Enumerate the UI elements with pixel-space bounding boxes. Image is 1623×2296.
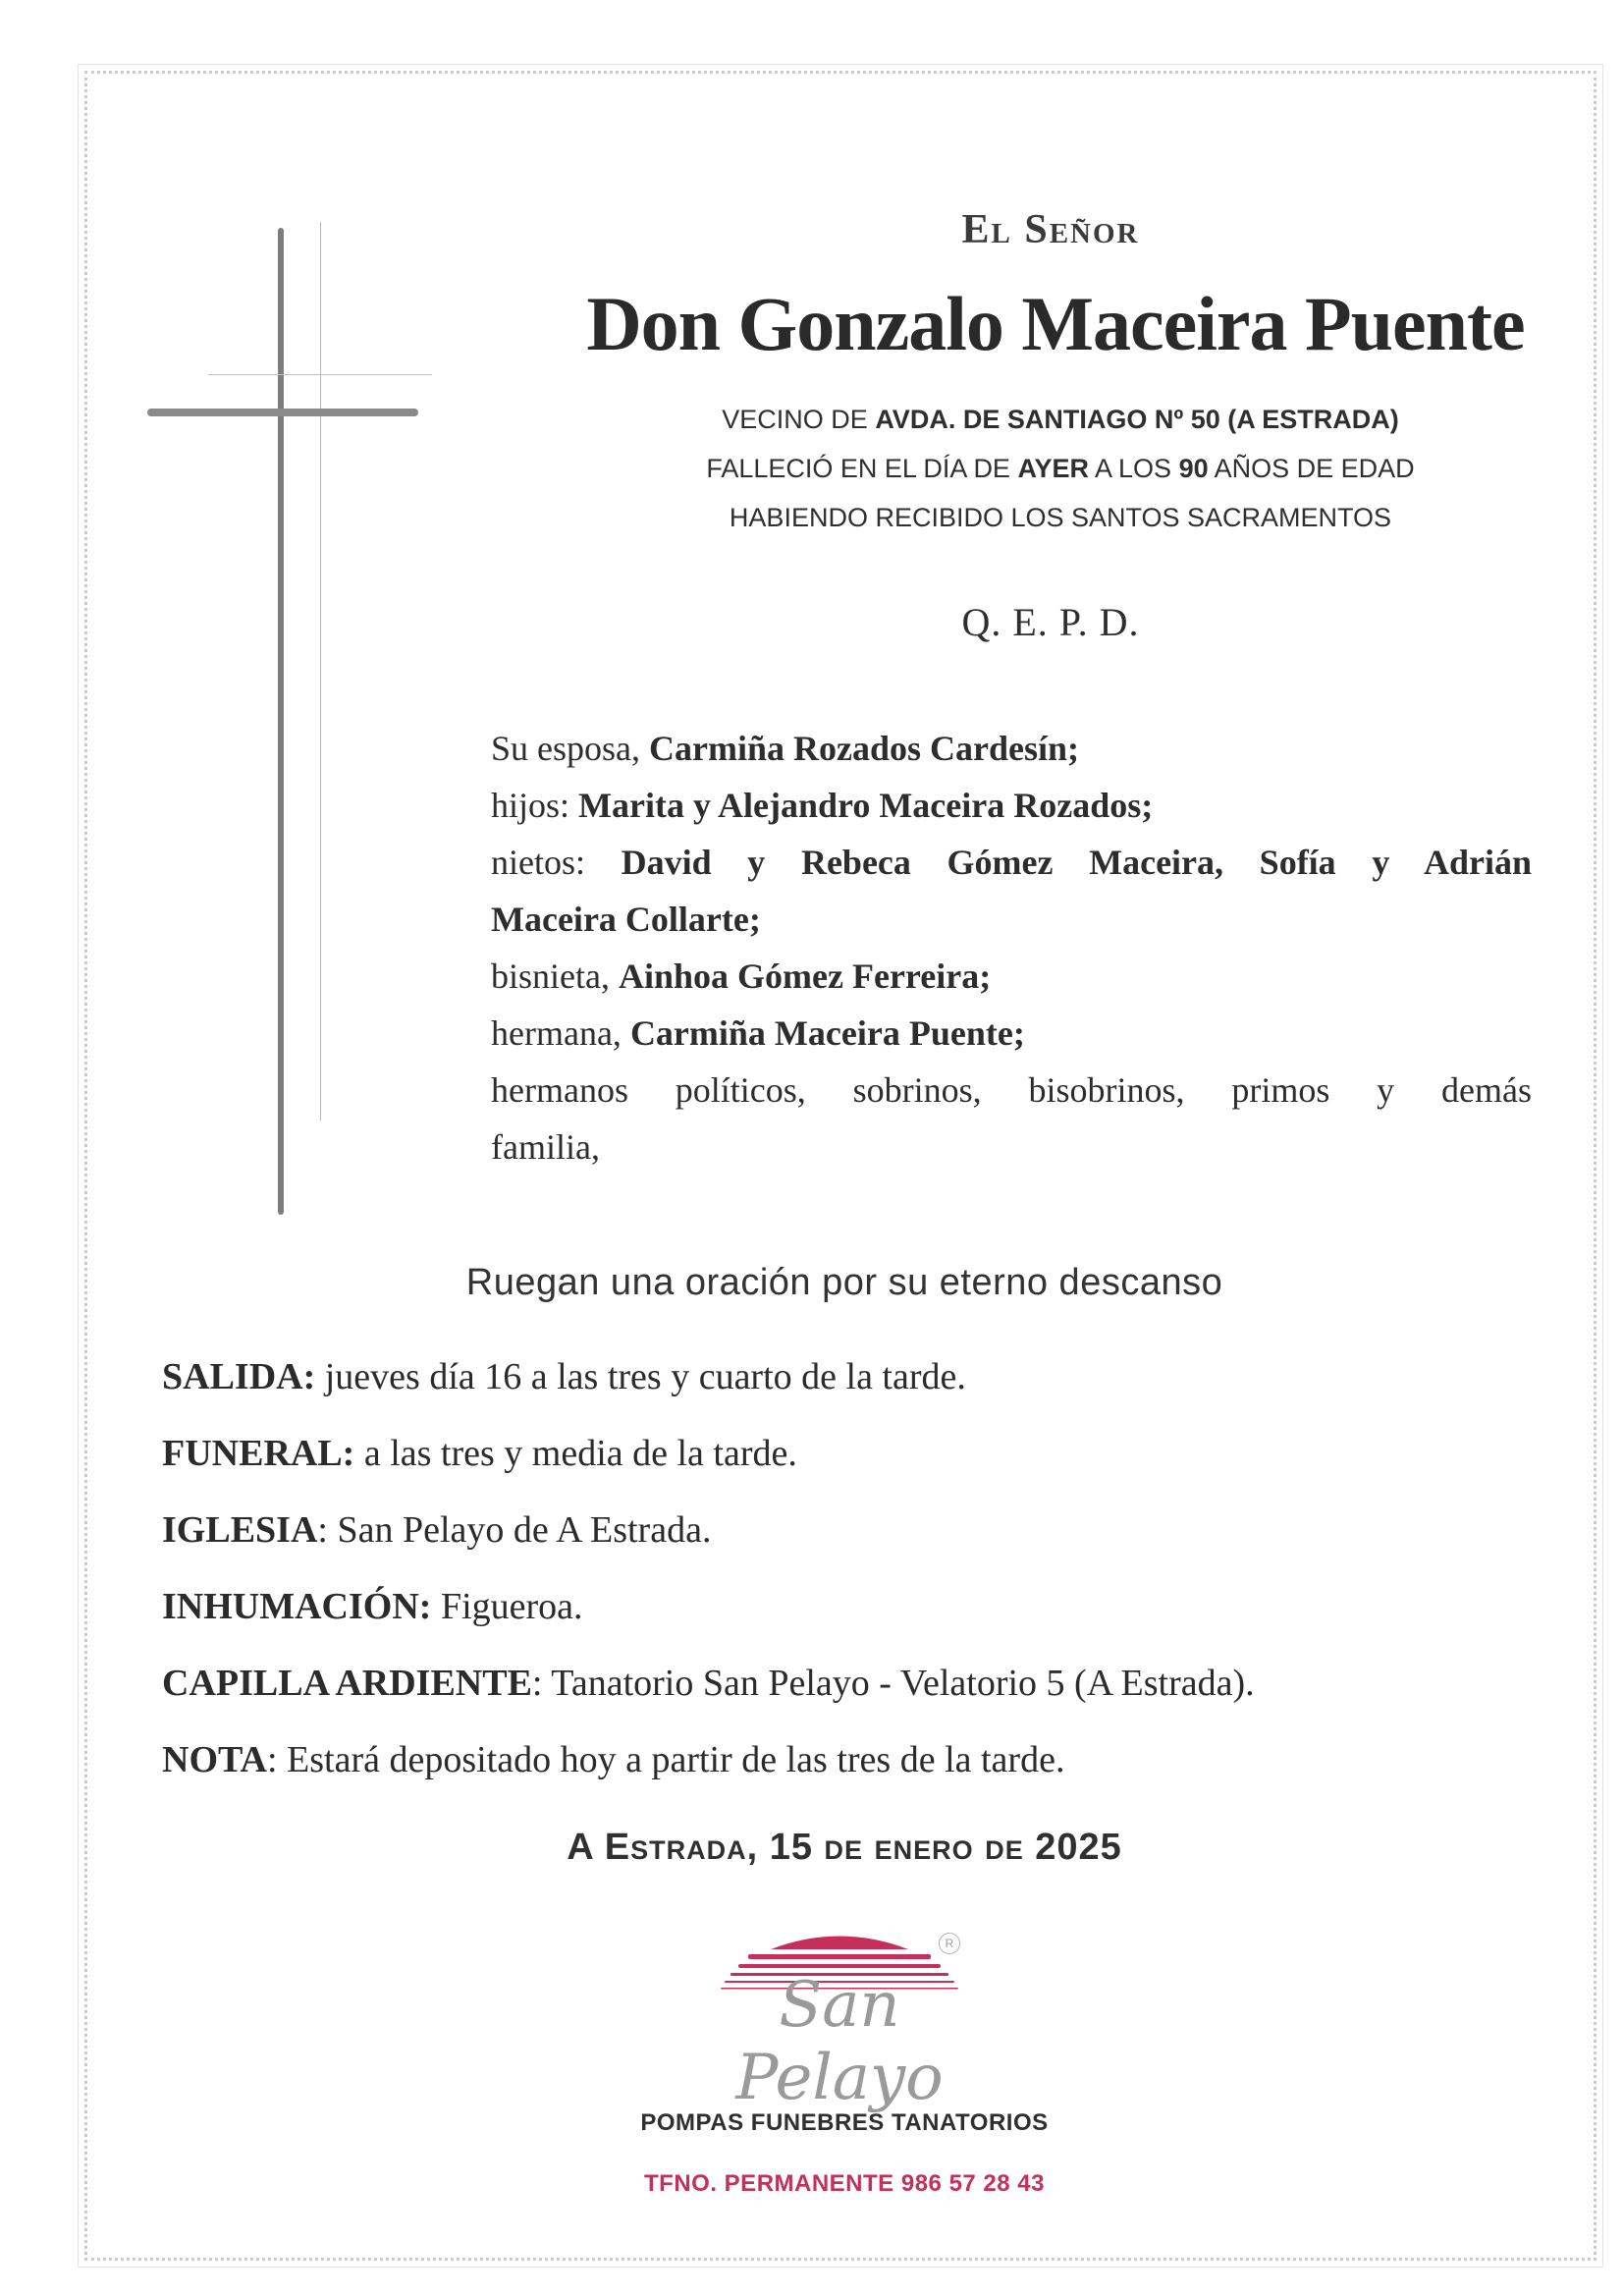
info-text: FALLECIÓ EN EL DÍA DE: [706, 454, 1018, 483]
cross-bar: [147, 409, 418, 416]
info-text: VECINO DE: [722, 405, 876, 434]
family-line: [491, 948, 1532, 1005]
detail-label: NOTA: [162, 1739, 267, 1780]
deceased-name: Don Gonzalo Maceira Puente: [586, 281, 1525, 366]
family-bold: Maceira Collarte;: [491, 900, 761, 939]
family-line: [491, 720, 1532, 777]
detail-label: INHUMACIÓN:: [162, 1586, 432, 1627]
detail-label: SALIDA:: [162, 1356, 316, 1397]
detail-label: IGLESIA: [162, 1509, 318, 1551]
phone-number: TFNO. PERMANENTE 986 57 28 43: [644, 2170, 1045, 2197]
family-bold: Carmiña Maceira Puente;: [629, 1013, 1025, 1053]
date-line: A Estrada, 15 de enero de 2025: [567, 1827, 1122, 1868]
family-line: [491, 891, 1532, 948]
cross-thin-line: [320, 222, 321, 1121]
cross-icon: [278, 228, 284, 1215]
detail-text: jueves día 16 a las tres y cuarto de la tarde.: [315, 1356, 966, 1397]
info-text: A LOS: [1089, 454, 1179, 483]
family-text: hermana,: [491, 1013, 630, 1053]
detail-funeral: [162, 1432, 1586, 1475]
family-line: [491, 777, 1532, 834]
prayer-line: Ruegan una oración por su eterno descanso: [465, 1262, 1223, 1303]
detail-text: Figueroa.: [431, 1586, 583, 1627]
info-text: AÑOS DE EDAD: [1208, 454, 1415, 483]
detail-salida: [162, 1355, 1586, 1398]
cross-thin-bar: [208, 374, 432, 375]
detail-capilla: [162, 1662, 1586, 1705]
detail-text: a las tres y media de la tarde.: [354, 1433, 797, 1474]
family-bold: Marita y Alejandro Maceira Rozados;: [578, 786, 1154, 825]
detail-text: : Tanatorio San Pelayo - Velatorio 5 (A Estrada).: [531, 1663, 1255, 1704]
info-line-sacraments: HABIENDO RECIBIDO LOS SANTOS SACRAMENTOS: [729, 503, 1392, 532]
family-text: hijos:: [491, 786, 579, 825]
logo-wordmark: San Pelayo: [735, 1969, 944, 2114]
subtitle: El Señor: [961, 207, 1140, 252]
company-name: POMPAS FUNEBRES TANATORIOS: [640, 2109, 1049, 2136]
family-text: nietos:: [491, 843, 622, 882]
detail-inhumacion: [162, 1585, 1586, 1628]
detail-text: : Estará depositado hoy a partir de las tres de la tarde.: [266, 1739, 1065, 1780]
family-list: [491, 720, 1532, 1175]
family-text: Su esposa,: [491, 729, 649, 768]
detail-label: FUNERAL:: [162, 1433, 355, 1474]
info-bold: AVDA. DE SANTIAGO Nº 50 (A ESTRADA): [875, 405, 1399, 434]
info-line-death: [550, 454, 1571, 484]
family-line: familia,: [491, 1127, 600, 1167]
family-line: hermanos políticos, sobrinos, bisobrinos, primos y demás: [491, 1070, 1532, 1110]
detail-iglesia: [162, 1508, 1586, 1552]
family-text: bisnieta,: [491, 957, 619, 996]
family-line: [491, 834, 1532, 891]
detail-text: : San Pelayo de A Estrada.: [317, 1509, 712, 1551]
family-bold: David y Rebeca Gómez Maceira, Sofía y Adrián: [621, 843, 1532, 882]
info-bold: 90: [1178, 454, 1209, 483]
detail-label: CAPILLA ARDIENTE: [162, 1663, 532, 1704]
family-bold: Carmiña Rozados Cardesín;: [649, 729, 1079, 768]
family-bold: Ainhoa Gómez Ferreira;: [618, 957, 992, 996]
qepd: Q. E. P. D.: [961, 600, 1140, 644]
info-bold: AYER: [1017, 454, 1089, 483]
info-line-address: [550, 405, 1571, 435]
registered-mark-icon: R: [939, 1933, 960, 1954]
family-line: [491, 1005, 1532, 1062]
detail-nota: [162, 1738, 1586, 1781]
